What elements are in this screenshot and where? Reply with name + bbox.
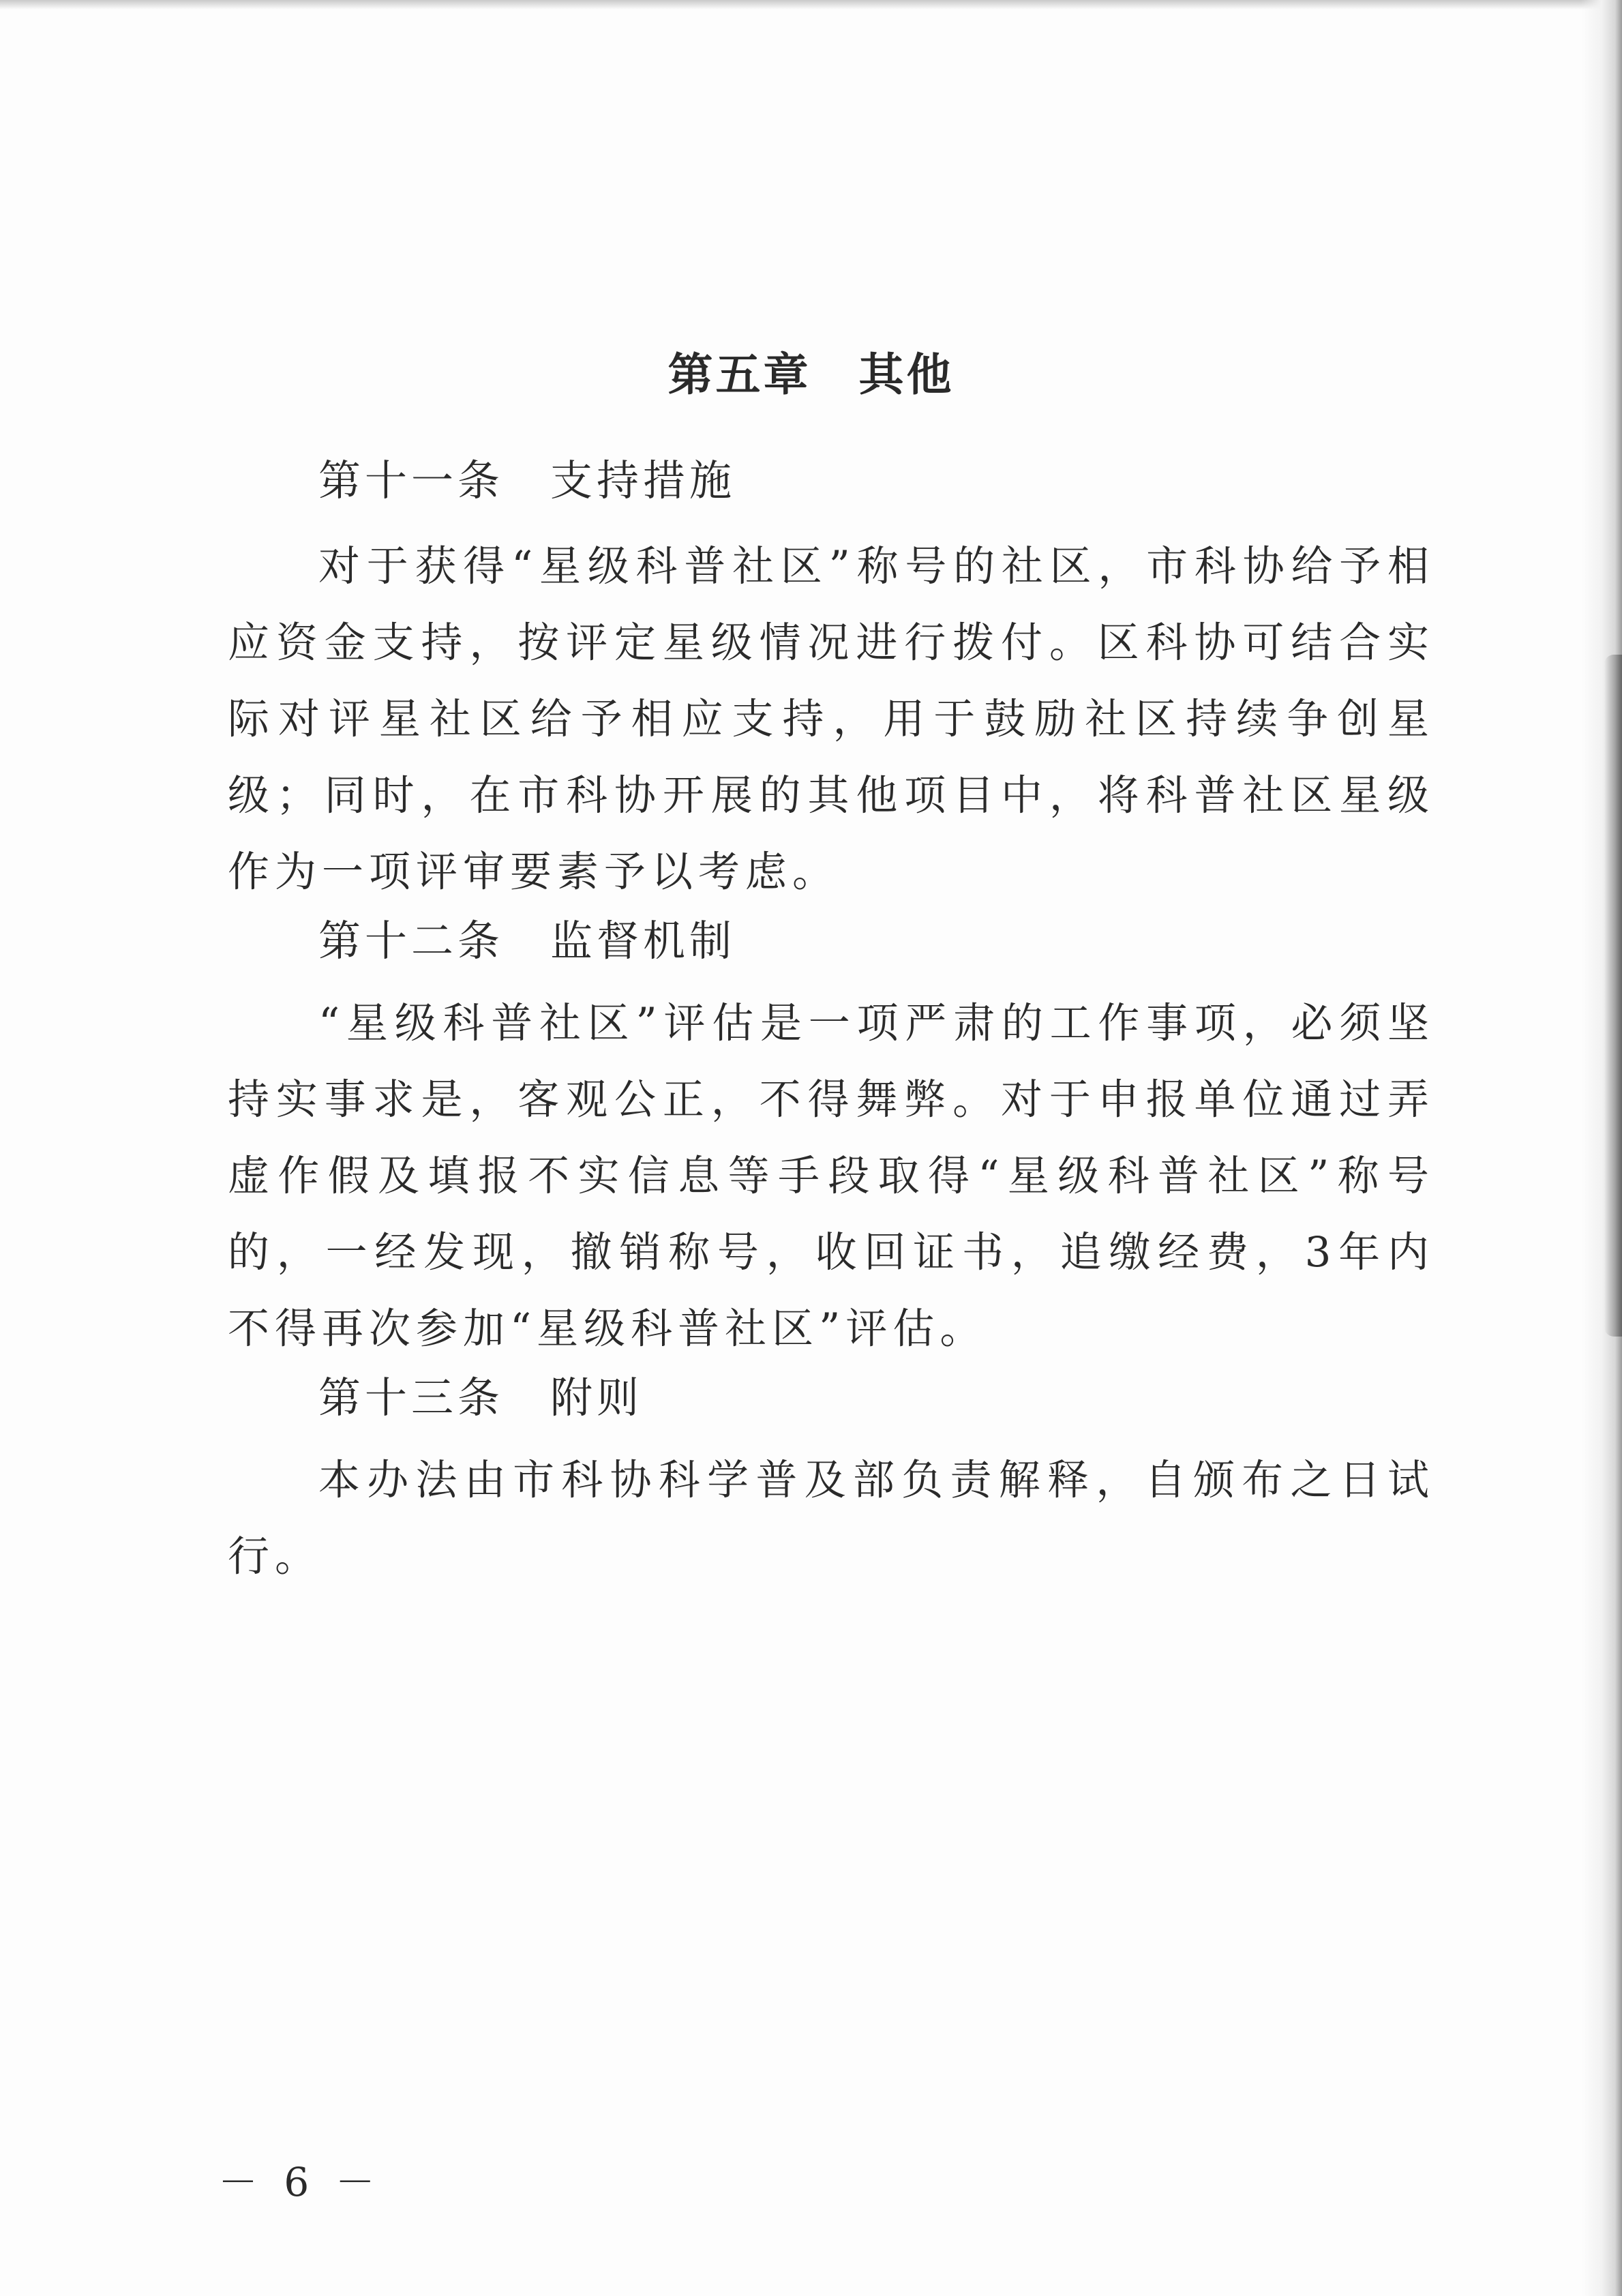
article-13-paragraph: 本办法由市科协科学普及部负责解释，自颁布之日试行。: [228, 1456, 1435, 1581]
chapter-title: 第五章 其他: [667, 348, 955, 401]
article-13-heading: 第十三条 附则: [318, 1373, 644, 1422]
page-number: － 6 －: [218, 2159, 382, 2205]
article-11-heading: 第十一条 支持措施: [318, 456, 736, 505]
article-12-heading: 第十二条 监督机制: [318, 916, 736, 966]
article-11-paragraph: 对于获得“星级科普社区”称号的社区，市科协给予相应资金支持，按评定星级情况进行拨付。区科协可结合实际对评星社区给予相应支持，用于鼓励社区持续争创星级；同时，在市科协开展的其他项目中，将科普社区星级作为一项评审要素予以考虑。: [228, 542, 1435, 896]
article-12-paragraph: “星级科普社区”评估是一项严肃的工作事项，必须坚持实事求是，客观公正，不得舞弊。对于申报单位通过弄虚作假及填报不实信息等手段取得“星级科普社区”称号的，一经发现，撤销称号，收回证书，追缴经费，3年内不得再次参加“星级科普社区”评估。: [228, 999, 1435, 1353]
binding-shadow: [1604, 655, 1622, 1337]
scan-top-edge: [0, 0, 1622, 10]
